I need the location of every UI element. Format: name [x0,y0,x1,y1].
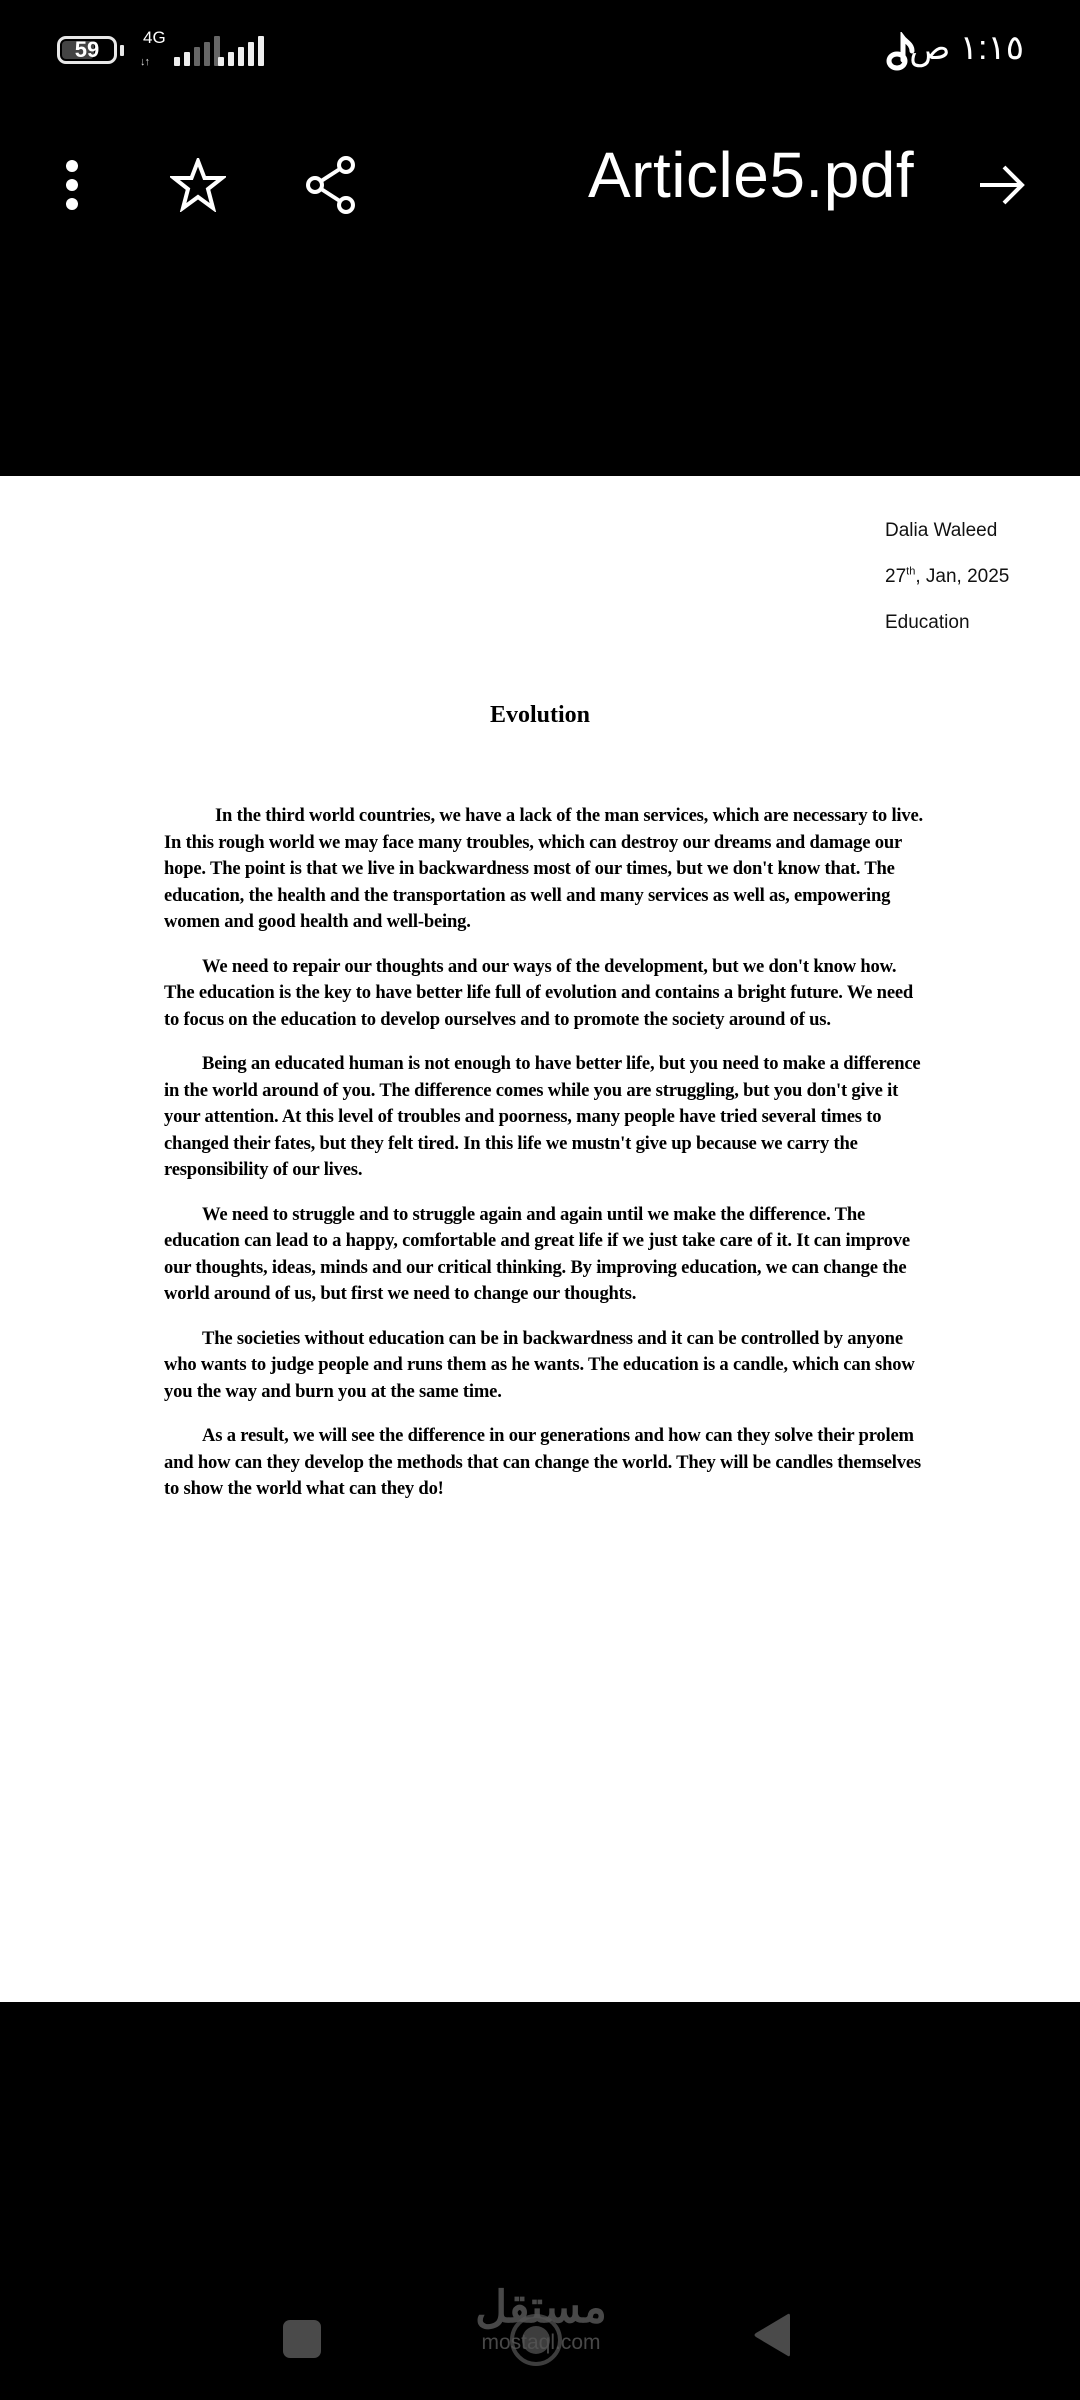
signal-strength-icon-sim1 [160,36,220,66]
document-header [885,516,1009,654]
back-button[interactable] [752,2310,792,2360]
watermark [474,2284,608,2354]
favorite-button[interactable] [163,150,233,220]
paragraph: In the third world countries, we have a lack of the man services, which are necessary to live. In this rough world we may face many troubles, which can destroy our dreams and damage our hope. The point is that we live in backwardness most of our times, but we don't know that. The education, the health and the transportation as well and many services as well as, empowering women and good health and well-being. [164,805,923,932]
share-button[interactable] [296,150,366,220]
paragraph: Being an educated human is not enough to have better life, but you need to make a difference in the world around of you. The difference comes while you are struggling, but you don't give it your attention. At this level of troubles and poorness, many people have tried several times to changed their fates, but they felt tired. In this life we mustn't give up because we carry the responsibility of our lives. [164,1053,921,1180]
forward-button[interactable] [967,150,1037,220]
more-options-button[interactable] [37,150,107,220]
more-vert-icon [65,159,79,211]
battery-icon [57,36,117,64]
watermark-arabic: مستقل [475,2283,607,2332]
paragraph: We need to struggle and to struggle again and again until we make the difference. The education can lead to a happy, comfortable and great life if we just take care of it. It can improve our thoughts, ideas, minds and our critical thinking. By improving education, we can change the world around of us, but first we need to change our thoughts. [164,1203,910,1304]
arrow-forward-icon [978,163,1026,207]
subject: Education [885,612,970,633]
star-outline-icon [170,158,226,212]
top-app-bar [0,130,1080,240]
author-name: Dalia Waleed [885,520,998,541]
battery-cap [120,45,124,56]
system-navigation-bar [0,2270,1080,2390]
paragraph: The societies without education can be in backwardness and it can be controlled by anyone who wants to judge people and runs them as he wants. The education is a candle, which can show you the way and burn you at the same time. [164,1327,915,1402]
status-bar [0,0,1080,100]
network-type: 4G [143,28,166,47]
clock: ١:١٥ ص [909,29,1024,67]
battery-level: 59 [74,37,100,62]
recents-button[interactable] [283,2320,321,2358]
date-day: 27 [885,566,907,587]
watermark-url: mostaql.com [481,2331,601,2354]
share-icon [303,155,359,215]
date-rest: , Jan, 2025 [915,566,1010,587]
signal-strength-icon-sim2 [218,36,264,66]
paragraph: We need to repair our thoughts and our ways of the development, but we don't know how. The education is the key to have better life full of evolution and contains a bright future. We need to focus on the education to develop ourselves and to promote the society around of us. [164,955,914,1030]
paragraph: As a result, we will see the difference in our generations and how can they solve their prolem and how can they develop the methods that can change the world. They will be candles themselves to show the world what can they do! [164,1425,921,1499]
article-body [164,803,924,1521]
article-title: Evolution [489,702,591,728]
pdf-page[interactable] [0,476,1080,2002]
document-title: Article5.pdf [588,139,915,211]
data-activity-icon: ↓↑ [140,56,149,68]
date-suffix: th [906,565,916,578]
document-date [885,562,1009,608]
